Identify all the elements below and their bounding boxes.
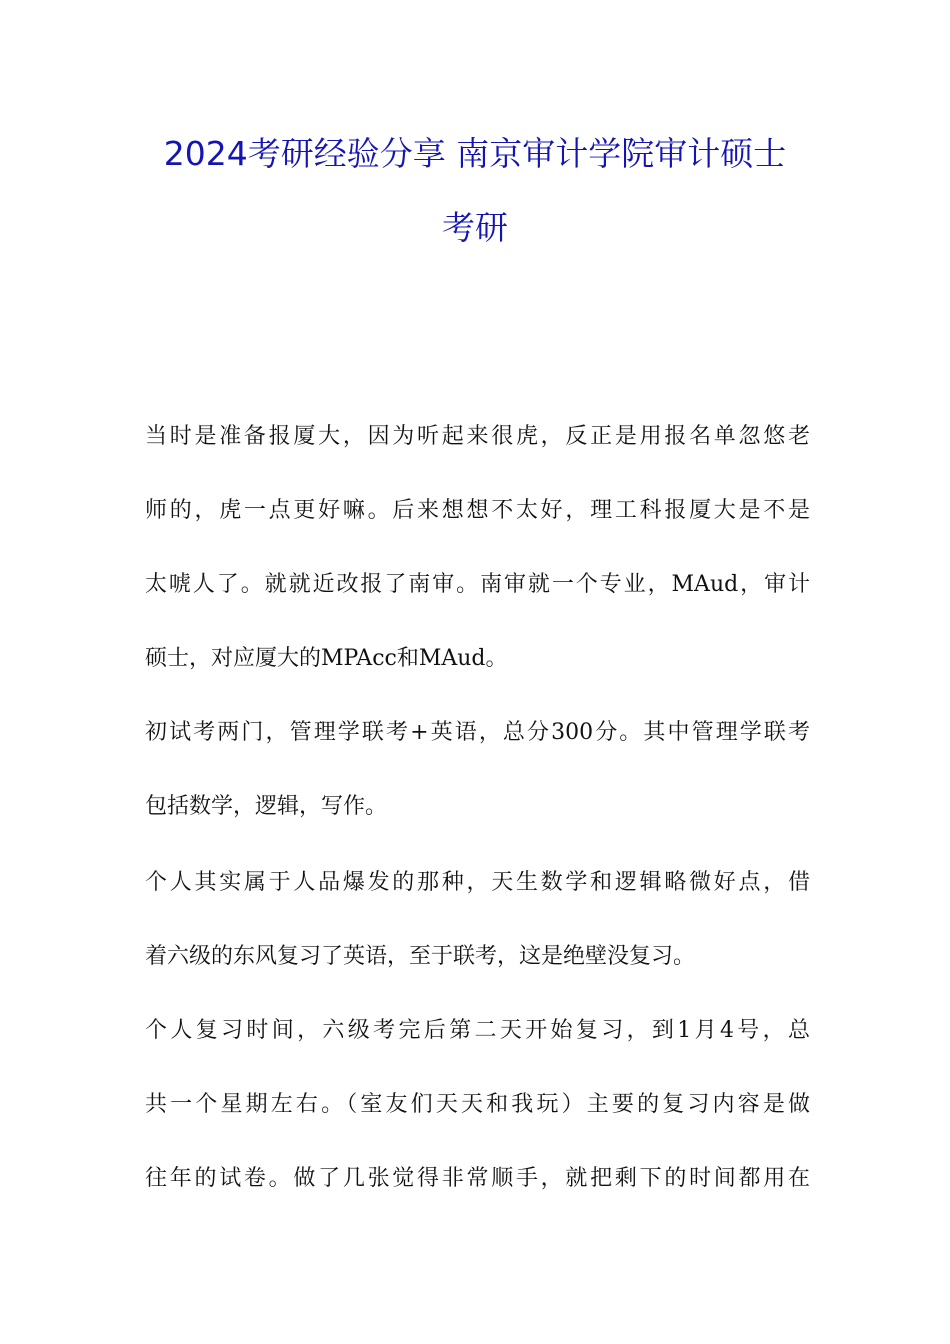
paragraph-1-line-4: 硕士，对应厦大的MPAcc和MAud。 [145,646,508,671]
paragraph-2-line-2: 包括数学，逻辑，写作。 [145,794,388,819]
paragraph-4-line-3: 往年的试卷。做了几张觉得非常顺手，就把剩下的时间都用在 [145,1166,810,1191]
document-title-line-1: 2024考研经验分享 南京审计学院审计硕士 [163,134,787,173]
paragraph-1-line-2: 师的，虎一点更好嘛。后来想想不太好，理工科报厦大是不是 [145,498,810,523]
paragraph-4-line-2: 共一个星期左右。（室友们天天和我玩）主要的复习内容是做 [145,1092,810,1117]
paragraph-2-line-1: 初试考两门，管理学联考+英语，总分300分。其中管理学联考 [145,720,810,745]
paragraph-4-line-1: 个人复习时间，六级考完后第二天开始复习，到1月4号，总 [145,1018,810,1043]
paragraph-3-line-1: 个人其实属于人品爆发的那种，天生数学和逻辑略微好点，借 [145,870,810,895]
paragraph-1-line-1: 当时是准备报厦大，因为听起来很虎，反正是用报名单忽悠老 [145,424,810,449]
paragraph-1-line-3: 太唬人了。就就近改报了南审。南审就一个专业，MAud，审计 [145,572,810,597]
document-title-line-2: 考研 [442,208,508,247]
paragraph-3-line-2: 着六级的东风复习了英语，至于联考，这是绝壁没复习。 [145,944,696,969]
